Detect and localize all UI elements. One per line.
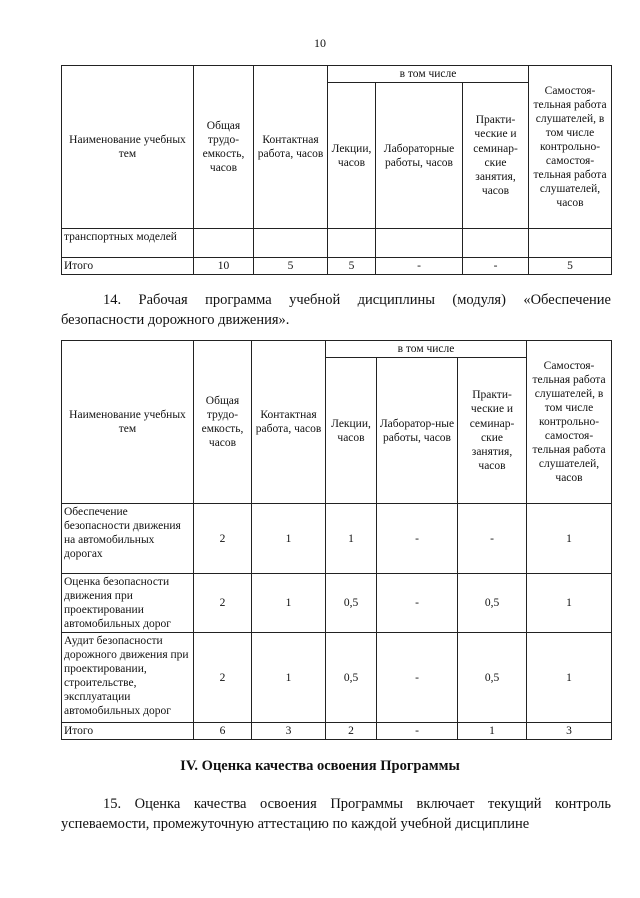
header-practice: Практи-ческие и семинар-ские занятия, часов (458, 358, 527, 504)
topic-name: Обеспечение безопасности движения на автомобильных дорогах (62, 504, 194, 574)
header-self-study: Самостоя-тельная работа слушателей, в том числе контрольно-самостоя-тельная работа слушателей, часов (529, 66, 612, 229)
total-self: 5 (529, 258, 612, 275)
cell-total: 2 (194, 574, 252, 633)
cell-total: 2 (194, 504, 252, 574)
section-heading: IV. Оценка качества освоения Программы (180, 758, 460, 774)
cell-practice: - (458, 504, 527, 574)
total-total: 10 (194, 258, 254, 275)
header-total-hours: Общая трудо-емкость, часов (194, 341, 252, 504)
header-labs: Лабораторные работы, часов (376, 83, 463, 229)
total-lectures: 5 (328, 258, 376, 275)
cell-total (194, 229, 254, 258)
table-row (62, 574, 612, 633)
total-total: 6 (194, 723, 252, 740)
header-labs: Лаборатор-ные работы, часов (377, 358, 458, 504)
cell-self: 1 (527, 504, 612, 574)
table-row (62, 633, 612, 723)
cell-self (529, 229, 612, 258)
cell-labs (376, 229, 463, 258)
table-total-row (62, 723, 612, 740)
table-row (62, 229, 612, 258)
header-lectures: Лекции, часов (326, 358, 377, 504)
cell-lectures (328, 229, 376, 258)
cell-practice: 0,5 (458, 574, 527, 633)
topic-name: транспортных моделей (62, 229, 194, 258)
paragraph-15: 15. Оценка качества освоения Программы включает текущий контроль успеваемости, промежуточную аттестацию по каждой учебной дисциплине (61, 796, 611, 832)
header-lectures: Лекции, часов (328, 83, 376, 229)
cell-contact: 1 (252, 504, 326, 574)
cell-lectures: 0,5 (326, 633, 377, 723)
cell-self: 1 (527, 633, 612, 723)
cell-lectures: 0,5 (326, 574, 377, 633)
cell-lectures: 1 (326, 504, 377, 574)
table-road-safety (61, 340, 612, 740)
cell-labs: - (377, 504, 458, 574)
topic-name: Оценка безопасности движения при проектировании автомобильных дорог (62, 574, 194, 633)
page-number: 10 (314, 36, 326, 50)
cell-self: 1 (527, 574, 612, 633)
header-total-hours: Общая трудо-емкость, часов (194, 66, 254, 229)
header-including: в том числе (328, 66, 529, 83)
cell-labs: - (377, 574, 458, 633)
cell-practice: 0,5 (458, 633, 527, 723)
paragraph-14: 14. Рабочая программа учебной дисциплины (модуля) «Обеспечение безопасности дорожного движения». (61, 292, 611, 328)
table-total-row (62, 258, 612, 275)
total-contact: 5 (254, 258, 328, 275)
header-self-study: Самостоя-тельная работа слушателей, в том числе контрольно-самостоя-тельная работа слушателей, часов (527, 341, 612, 504)
header-topic-name: Наименование учебных тем (62, 66, 194, 229)
cell-contact: 1 (252, 633, 326, 723)
total-label: Итого (62, 723, 194, 740)
header-contact-hours: Контактная работа, часов (254, 66, 328, 229)
cell-total: 2 (194, 633, 252, 723)
total-labs: - (377, 723, 458, 740)
total-contact: 3 (252, 723, 326, 740)
header-including: в том числе (326, 341, 527, 358)
header-topic-name: Наименование учебных тем (62, 341, 194, 504)
cell-practice (463, 229, 529, 258)
cell-contact: 1 (252, 574, 326, 633)
header-practice: Практи-ческие и семинар-ские занятия, часов (463, 83, 529, 229)
total-self: 3 (527, 723, 612, 740)
table-row (62, 504, 612, 574)
total-practice: 1 (458, 723, 527, 740)
table-curriculum-continued (61, 65, 612, 275)
cell-contact (254, 229, 328, 258)
total-practice: - (463, 258, 529, 275)
cell-labs: - (377, 633, 458, 723)
topic-name: Аудит безопасности дорожного движения при проектировании, строительстве, эксплуатации автомобильных дорог (62, 633, 194, 723)
total-label: Итого (62, 258, 194, 275)
total-labs: - (376, 258, 463, 275)
total-lectures: 2 (326, 723, 377, 740)
header-contact-hours: Контактная работа, часов (252, 341, 326, 504)
